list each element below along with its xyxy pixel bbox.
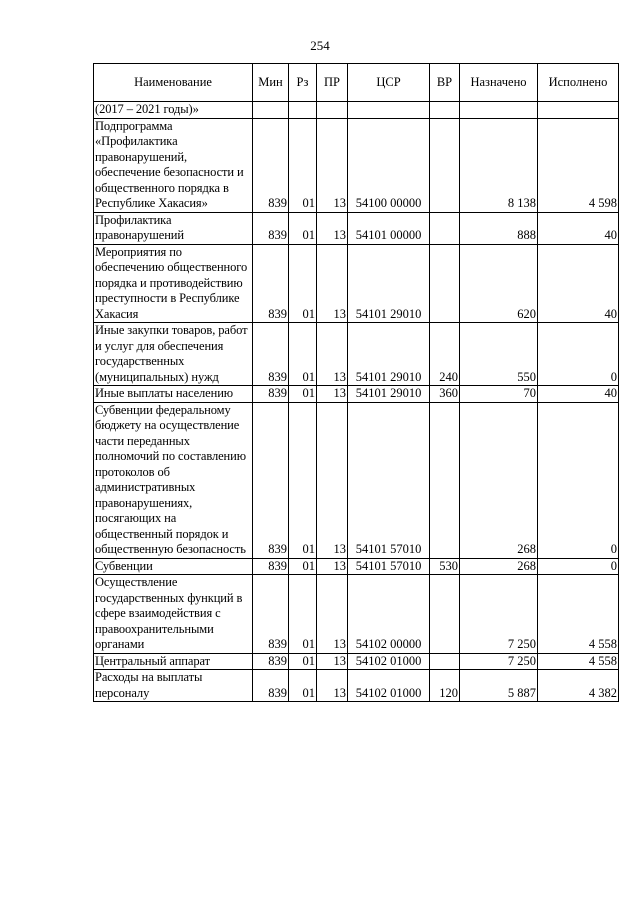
cell-rz: 01 bbox=[289, 575, 317, 654]
cell-vr bbox=[430, 118, 460, 212]
cell-name: Иные закупки товаров, работ и услуг для обеспечения государственных (муниципальных) нужд bbox=[94, 323, 253, 386]
cell-assigned: 888 bbox=[460, 212, 538, 244]
cell-pr: 13 bbox=[317, 118, 348, 212]
table-row bbox=[94, 653, 619, 670]
cell-csr: 54101 29010 bbox=[348, 323, 430, 386]
cell-min: 839 bbox=[253, 118, 289, 212]
header-csr: ЦСР bbox=[348, 64, 430, 102]
cell-min: 839 bbox=[253, 653, 289, 670]
table-row bbox=[94, 102, 619, 119]
cell-rz: 01 bbox=[289, 386, 317, 403]
cell-executed: 4 558 bbox=[538, 575, 619, 654]
cell-executed: 40 bbox=[538, 212, 619, 244]
cell-rz: 01 bbox=[289, 402, 317, 558]
header-min: Мин bbox=[253, 64, 289, 102]
cell-pr: 13 bbox=[317, 558, 348, 575]
cell-rz: 01 bbox=[289, 558, 317, 575]
cell-name: Мероприятия по обеспечению общественного порядка и противодействию преступности в Республике Хакасия bbox=[94, 244, 253, 323]
table-row bbox=[94, 575, 619, 654]
cell-pr: 13 bbox=[317, 653, 348, 670]
cell-csr: 54100 00000 bbox=[348, 118, 430, 212]
cell-rz bbox=[289, 102, 317, 119]
cell-pr: 13 bbox=[317, 323, 348, 386]
cell-assigned: 550 bbox=[460, 323, 538, 386]
cell-rz: 01 bbox=[289, 118, 317, 212]
cell-name: Осуществление государственных функций в сфере взаимодействия с правоохранительными органами bbox=[94, 575, 253, 654]
cell-vr bbox=[430, 402, 460, 558]
cell-rz: 01 bbox=[289, 323, 317, 386]
header-rz: Рз bbox=[289, 64, 317, 102]
cell-vr bbox=[430, 102, 460, 119]
cell-name: Субвенции федеральному бюджету на осуществление части переданных полномочий по составлению протоколов об административных правонарушениях, посягающих на общественный порядок и общественную безопасность bbox=[94, 402, 253, 558]
cell-executed: 4 598 bbox=[538, 118, 619, 212]
cell-rz: 01 bbox=[289, 653, 317, 670]
table-row bbox=[94, 212, 619, 244]
cell-csr: 54101 57010 bbox=[348, 402, 430, 558]
cell-pr bbox=[317, 102, 348, 119]
cell-name: (2017 – 2021 годы)» bbox=[94, 102, 253, 119]
cell-pr: 13 bbox=[317, 244, 348, 323]
cell-assigned: 7 250 bbox=[460, 575, 538, 654]
cell-executed: 0 bbox=[538, 323, 619, 386]
cell-pr: 13 bbox=[317, 212, 348, 244]
cell-rz: 01 bbox=[289, 670, 317, 702]
cell-min: 839 bbox=[253, 670, 289, 702]
budget-table bbox=[93, 63, 619, 702]
cell-name: Подпрограмма «Профилактика правонарушений, обеспечение безопасности и общественного порядка в Республике Хакасия» bbox=[94, 118, 253, 212]
cell-pr: 13 bbox=[317, 670, 348, 702]
cell-pr: 13 bbox=[317, 386, 348, 403]
cell-rz: 01 bbox=[289, 212, 317, 244]
table-row bbox=[94, 670, 619, 702]
cell-executed: 0 bbox=[538, 558, 619, 575]
cell-executed: 0 bbox=[538, 402, 619, 558]
header-vr: ВР bbox=[430, 64, 460, 102]
cell-csr: 54101 29010 bbox=[348, 386, 430, 403]
table-row bbox=[94, 558, 619, 575]
cell-csr: 54102 01000 bbox=[348, 670, 430, 702]
cell-assigned: 268 bbox=[460, 402, 538, 558]
cell-executed bbox=[538, 102, 619, 119]
cell-name: Расходы на выплаты персоналу bbox=[94, 670, 253, 702]
cell-csr: 54101 57010 bbox=[348, 558, 430, 575]
cell-assigned: 268 bbox=[460, 558, 538, 575]
header-executed: Исполнено bbox=[538, 64, 619, 102]
table-row bbox=[94, 244, 619, 323]
table-row bbox=[94, 323, 619, 386]
cell-executed: 40 bbox=[538, 386, 619, 403]
cell-min: 839 bbox=[253, 402, 289, 558]
cell-vr bbox=[430, 575, 460, 654]
table-row bbox=[94, 402, 619, 558]
page-number: 254 bbox=[310, 38, 330, 53]
table-row bbox=[94, 386, 619, 403]
cell-pr: 13 bbox=[317, 575, 348, 654]
table-header-row bbox=[94, 64, 619, 102]
cell-name: Субвенции bbox=[94, 558, 253, 575]
cell-vr: 120 bbox=[430, 670, 460, 702]
cell-executed: 4 558 bbox=[538, 653, 619, 670]
cell-vr bbox=[430, 212, 460, 244]
cell-csr: 54101 00000 bbox=[348, 212, 430, 244]
header-name: Наименование bbox=[94, 64, 253, 102]
cell-vr: 240 bbox=[430, 323, 460, 386]
cell-assigned: 7 250 bbox=[460, 653, 538, 670]
cell-csr: 54101 29010 bbox=[348, 244, 430, 323]
cell-min: 839 bbox=[253, 575, 289, 654]
cell-vr: 360 bbox=[430, 386, 460, 403]
header-assigned: Назначено bbox=[460, 64, 538, 102]
cell-executed: 4 382 bbox=[538, 670, 619, 702]
cell-min: 839 bbox=[253, 323, 289, 386]
cell-min bbox=[253, 102, 289, 119]
cell-name: Центральный аппарат bbox=[94, 653, 253, 670]
cell-csr bbox=[348, 102, 430, 119]
cell-vr bbox=[430, 653, 460, 670]
cell-assigned bbox=[460, 102, 538, 119]
cell-assigned: 5 887 bbox=[460, 670, 538, 702]
cell-min: 839 bbox=[253, 212, 289, 244]
cell-executed: 40 bbox=[538, 244, 619, 323]
cell-vr bbox=[430, 244, 460, 323]
cell-name: Профилактика правонарушений bbox=[94, 212, 253, 244]
header-pr: ПР bbox=[317, 64, 348, 102]
cell-assigned: 8 138 bbox=[460, 118, 538, 212]
cell-rz: 01 bbox=[289, 244, 317, 323]
table-row bbox=[94, 118, 619, 212]
cell-csr: 54102 00000 bbox=[348, 575, 430, 654]
cell-min: 839 bbox=[253, 558, 289, 575]
cell-vr: 530 bbox=[430, 558, 460, 575]
cell-assigned: 70 bbox=[460, 386, 538, 403]
cell-assigned: 620 bbox=[460, 244, 538, 323]
cell-min: 839 bbox=[253, 244, 289, 323]
cell-min: 839 bbox=[253, 386, 289, 403]
cell-name: Иные выплаты населению bbox=[94, 386, 253, 403]
cell-csr: 54102 01000 bbox=[348, 653, 430, 670]
cell-pr: 13 bbox=[317, 402, 348, 558]
